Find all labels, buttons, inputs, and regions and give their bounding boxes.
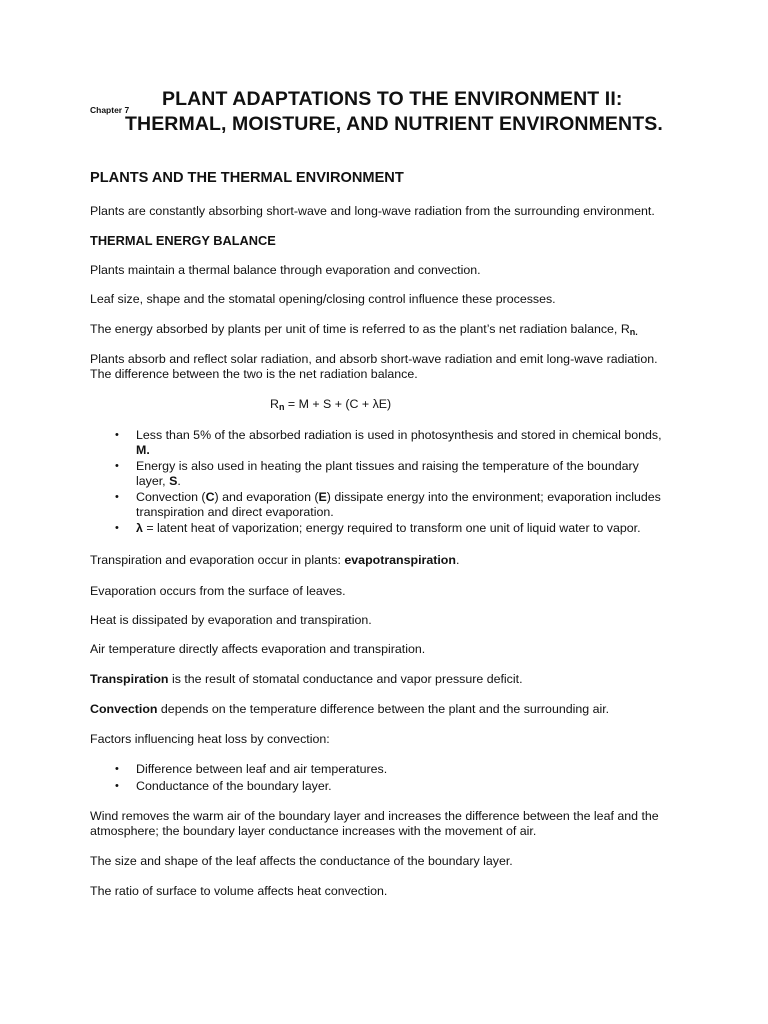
net-radiation-subscript: n. <box>629 327 638 337</box>
absorb-reflect-line1: Plants absorb and reflect solar radiation, and absorb short-wave radiation and emit long-wave radiation. <box>90 352 658 366</box>
term-transpiration: Transpiration <box>90 672 169 686</box>
list-item-text: Energy is also used in heating the plant tissues and raising the temperature of the boundary <box>136 459 639 473</box>
wind-line2: atmosphere; the boundary layer conductance increases with the movement of air. <box>90 824 537 838</box>
list-item-line1: Convection (C) and evaporation (E) dissipate energy into the environment; evaporation includes <box>136 490 661 504</box>
paragraph-heat-dissipated: Heat is dissipated by evaporation and transpiration. <box>90 613 372 627</box>
subsection-heading-energy-balance: THERMAL ENERGY BALANCE <box>90 233 276 248</box>
list-item <box>115 428 675 458</box>
list-item-bold: M. <box>136 443 150 457</box>
bullet-icon: • <box>115 460 119 472</box>
bullet-icon: • <box>115 491 119 503</box>
list-item <box>115 521 675 536</box>
paragraph-intro: Plants are constantly absorbing short-wave and long-wave radiation from the surrounding environment. <box>90 204 655 218</box>
list-item-text: Less than 5% of the absorbed radiation is used in photosynthesis and stored in chemical bonds, <box>136 428 662 442</box>
paragraph-factors: Factors influencing heat loss by convection: <box>90 732 330 746</box>
energy-use-list <box>115 428 675 536</box>
equation-lhs-subscript: n <box>278 402 285 412</box>
convection-factors-list <box>115 762 675 794</box>
list-item-line2: layer, S. <box>136 474 181 488</box>
list-item-line2: transpiration and direct evaporation. <box>136 505 334 519</box>
paragraph-leaf-size: Leaf size, shape and the stomatal opening/closing control influence these processes. <box>90 292 556 306</box>
paragraph-absorb-reflect <box>90 352 690 382</box>
paragraph-surface-volume: The ratio of surface to volume affects heat convection. <box>90 884 388 898</box>
section-heading-thermal: PLANTS AND THE THERMAL ENVIRONMENT <box>90 170 404 186</box>
chapter-header <box>90 88 690 142</box>
paragraph-evaporation-leaves: Evaporation occurs from the surface of leaves. <box>90 584 346 598</box>
bullet-icon: • <box>115 522 119 534</box>
list-item-text: Difference between leaf and air temperatures. <box>136 762 388 776</box>
energy-balance-equation <box>270 397 391 415</box>
list-item-bold: S <box>169 474 178 488</box>
page-title-line1: PLANT ADAPTATIONS TO THE ENVIRONMENT II: <box>162 88 623 110</box>
term-convection: Convection <box>90 702 158 716</box>
bullet-icon: • <box>115 429 119 441</box>
chapter-label: Chapter 7 <box>90 105 130 115</box>
equation-lhs: R <box>270 397 279 411</box>
paragraph-thermal-balance: Plants maintain a thermal balance through evaporation and convection. <box>90 263 481 277</box>
term-evapotranspiration: evapotranspiration <box>344 553 456 567</box>
paragraph-convection: Convection depends on the temperature difference between the plant and the surrounding air. <box>90 702 610 716</box>
equation-rhs: = M + S + (C + λE) <box>284 397 392 411</box>
paragraph-air-temperature: Air temperature directly affects evaporation and transpiration. <box>90 642 426 656</box>
paragraph-wind <box>90 809 690 839</box>
paragraph-transpiration: Transpiration is the result of stomatal conductance and vapor pressure deficit. <box>90 672 523 686</box>
page-title-line2: THERMAL, MOISTURE, AND NUTRIENT ENVIRONMENTS. <box>125 113 663 135</box>
wind-line1: Wind removes the warm air of the boundary layer and increases the difference between the leaf and the <box>90 809 659 823</box>
list-item-line1: λ = latent heat of vaporization; energy required to transform one unit of liquid water to vapor. <box>136 521 641 535</box>
paragraph-evapotranspiration: Transpiration and evaporation occur in plants: evapotranspiration. <box>90 553 460 567</box>
list-item <box>115 779 675 794</box>
list-item <box>115 459 675 489</box>
bullet-icon: • <box>115 780 119 792</box>
absorb-reflect-line2: The difference between the two is the net radiation balance. <box>90 367 418 381</box>
bullet-icon: • <box>115 763 119 775</box>
list-item-text: Conductance of the boundary layer. <box>136 779 332 793</box>
list-item <box>115 762 675 777</box>
net-radiation-text: The energy absorbed by plants per unit of time is referred to as the plant’s net radiation balance, R <box>90 322 630 336</box>
paragraph-leaf-size-shape: The size and shape of the leaf affects the conductance of the boundary layer. <box>90 854 513 868</box>
paragraph-net-radiation <box>90 322 690 340</box>
list-item <box>115 490 675 520</box>
